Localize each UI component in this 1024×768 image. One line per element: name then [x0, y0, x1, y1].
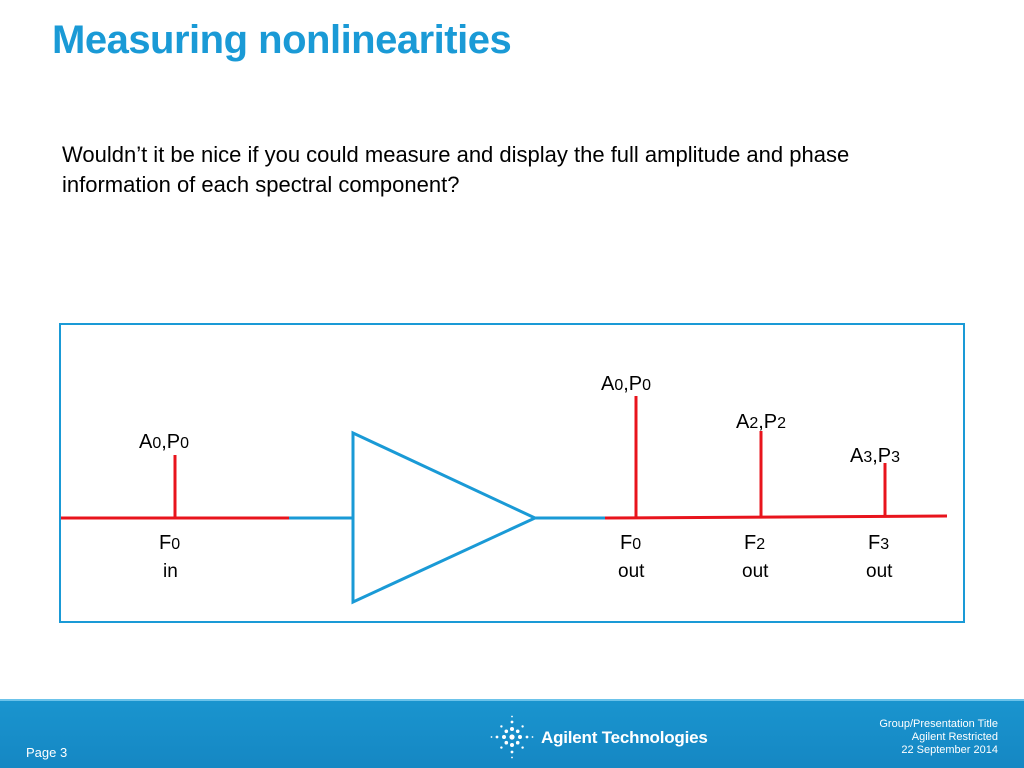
output-f3-amp-phase-label: A3,P3 — [850, 445, 901, 467]
output-f2-freq-tag: out — [742, 561, 769, 582]
amplifier-diagram — [59, 323, 965, 623]
presentation-title: Group/Presentation Title — [879, 718, 998, 730]
output-f2-freq-label: F2 — [744, 532, 766, 554]
footer-divider — [0, 699, 1024, 701]
output-f3-freq-tag: out — [866, 561, 893, 582]
body-text: Wouldn’t it be nice if you could measure and display the full amplitude and phase information of each spectral component? — [62, 142, 850, 197]
footer-info — [798, 718, 998, 757]
output-f2-amp-phase-label: A2,P2 — [736, 411, 787, 433]
output-f0-freq-tag: out — [618, 561, 645, 582]
input-freq-label: F0 — [159, 532, 181, 554]
input-amp-phase-label: A0,P0 — [139, 431, 190, 453]
page-number: Page 3 — [26, 745, 68, 760]
company-logo-text: Agilent Technologies — [541, 728, 708, 747]
agilent-spark-icon — [490, 715, 534, 759]
input-freq-tag: in — [163, 561, 178, 582]
diagram-graphics — [61, 325, 967, 625]
output-f0-freq-label: F0 — [620, 532, 642, 554]
presentation-date: 22 September 2014 — [901, 744, 998, 756]
amplifier-triangle — [353, 433, 535, 602]
output-f3-freq-label: F3 — [868, 532, 890, 554]
output-f0-amp-phase-label: A0,P0 — [601, 373, 652, 395]
output-baseline — [605, 516, 947, 518]
slide-title: Measuring nonlinearities — [52, 18, 512, 62]
classification-label: Agilent Restricted — [911, 731, 998, 743]
